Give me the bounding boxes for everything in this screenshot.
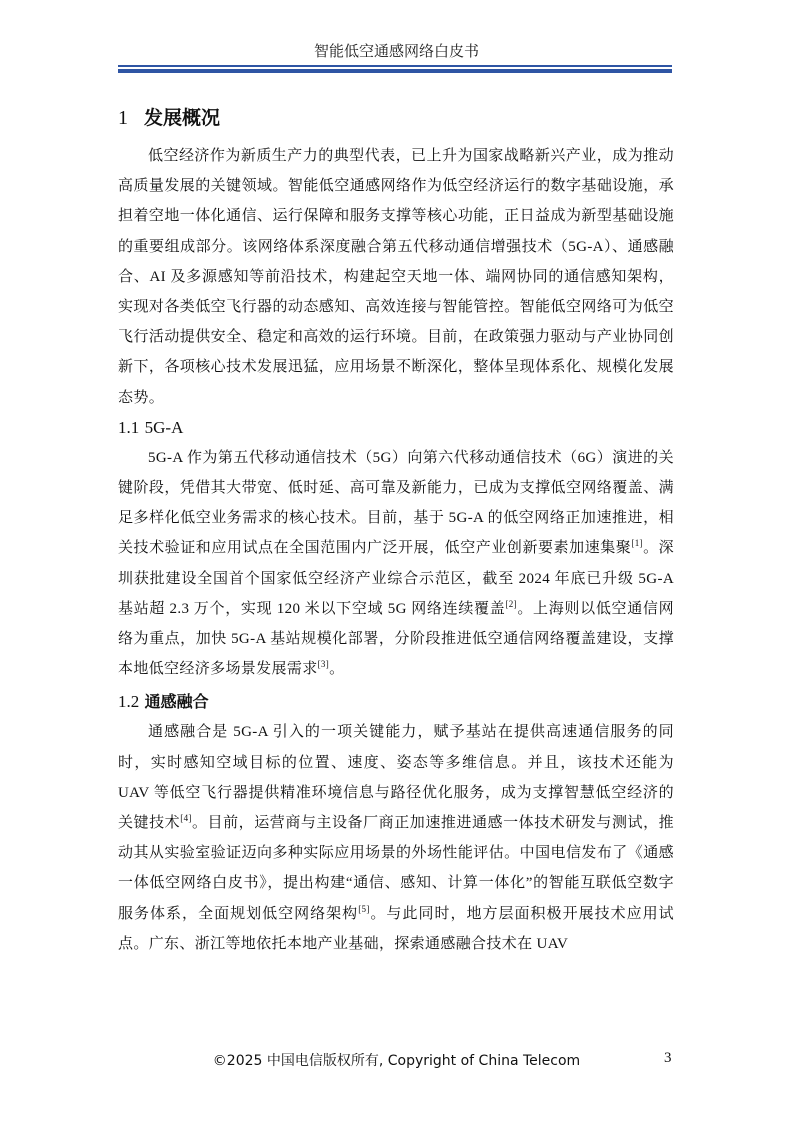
text-run: 通感融合是 5G-A 引入的一项关键能力，赋予基站在提供高速通信服务的同时，实时感知空域目标的位置、速度、姿态等多维信息。并且，该技术还能为 UAV 等低空飞行器提供精准环境信息与路径优化服务，成为支撑智慧低空经济的关键技术	[118, 724, 674, 832]
text-run: 5G-A 作为第五代移动通信技术（5G）向第六代移动通信技术（6G）演进的关键阶段，凭借其大带宽、低时延、高可靠及新能力，已成为支撑低空网络覆盖、满足多样化低空业务需求的核心技术。目前，基于 5G-A 的低空网络正加速推进，相关技术验证和应用试点在全国范围内广泛开展，低空产业创新要素加速集聚	[118, 449, 674, 557]
page-number: 3	[664, 1050, 672, 1066]
text-run: 。	[329, 661, 345, 678]
running-header-title: 智能低空通感网络白皮书	[313, 42, 479, 60]
page-body	[118, 101, 674, 959]
citation-3[interactable]: [3]	[317, 659, 330, 670]
subsection-title: 通感融合	[144, 692, 209, 712]
text-run: 。目前，运营商与主设备厂商正加速推进通感一体技术研发与测试，推动其从实验室验证迈向多种实际应用场景的外场性能评估。中国电信发布了《通感一体低空网络白皮书》，提出构建“通信、感知、计算一体化”的智能互联低空数字服务体系，全面规划低空网络架构	[118, 815, 675, 922]
subsection-heading-isac	[118, 687, 674, 717]
text-run: 。上海则以低空通信网络为重点，加快 5G-A 基站规模化部署，分阶段推进低空通信网络覆盖建设，支撑本地低空经济多场景发展需求	[118, 600, 674, 678]
subsection-heading-5g-a	[118, 413, 674, 443]
text-run: 。深圳获批建设全国首个国家低空经济产业综合示范区，截至 2024 年底已升级 5G-A 基站超 2.3 万个，实现 120 米以下空域 5G 网络连续覆盖	[118, 540, 675, 617]
subsection-title: 5G-A	[144, 417, 184, 437]
header-rule-thick	[118, 69, 672, 73]
section-number: 1	[118, 107, 128, 129]
section-title: 发展概况	[144, 107, 221, 129]
page-footer	[0, 1050, 793, 1070]
section-heading	[118, 101, 674, 133]
paragraph-5g-a	[118, 443, 674, 685]
citation-5[interactable]: [5]	[358, 903, 370, 914]
citation-4[interactable]: [4]	[180, 813, 192, 824]
text-run: 。与此同时，地方层面积极开展技术应用试点。广东、浙江等地依托本地产业基础，探索通感融合技术在 UAV	[118, 905, 674, 952]
header-rule-thin	[118, 65, 672, 67]
intro-paragraph: 低空经济作为新质生产力的典型代表，已上升为国家战略新兴产业，成为推动高质量发展的关键领域。智能低空通感网络作为低空经济运行的数字基础设施，承担着空地一体化通信、运行保障和服务支撑等核心功能，正日益成为新型基础设施的重要组成部分。该网络体系深度融合第五代移动通信增强技术（5G-A）、通感融合、AI 及多源感知等前沿技术，构建起空天地一体、端网协同的通信感知架构，实现对各类低空飞行器的动态感知、高效连接与智能管控。智能低空网络可为低空飞行活动提供安全、稳定和高效的运行环境。目前，在政策强力驱动与产业协同创新下，各项核心技术发展迅猛，应用场景不断深化，整体呈现体系化、规模化发展态势。	[118, 148, 674, 406]
paragraph-isac	[118, 717, 674, 959]
copyright-notice: ©2025 中国电信版权所有, Copyright of China Telecom	[212, 1053, 581, 1069]
subsection-number: 1.2	[118, 692, 140, 712]
subsection-number: 1.1	[118, 417, 140, 437]
citation-2[interactable]: [2]	[505, 598, 517, 609]
citation-1[interactable]: [1]	[631, 538, 643, 549]
